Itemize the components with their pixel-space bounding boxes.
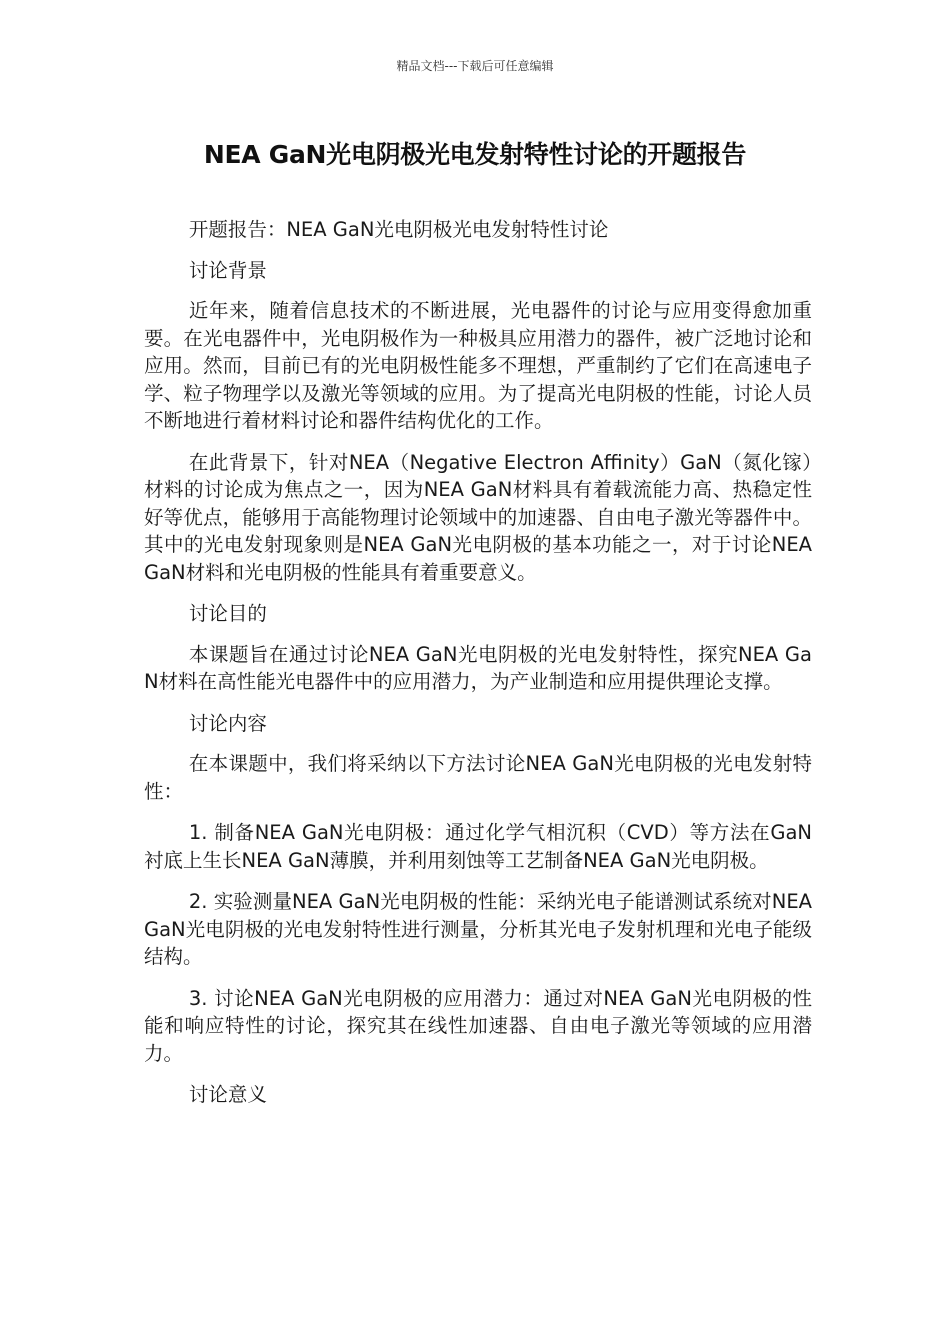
content-intro-paragraph: 在本课题中，我们将采纳以下方法讨论NEA GaN光电阴极的光电发射特性： bbox=[144, 752, 812, 803]
section-heading-significance: 讨论意义 bbox=[188, 1083, 267, 1106]
document-body bbox=[144, 216, 812, 1122]
section-heading-background: 讨论背景 bbox=[188, 258, 267, 282]
background-paragraph-2: 在此背景下，针对NEA（Negative Electron Affinity）GaN（氮化镓）材料的讨论成为焦点之一，因为NEA GaN材料具有着载流能力高、热稳定性好等优点，能够用于高能物理讨论领域中的加速器、自由电子激光等器件中。其中的光电发射现象则是NEA GaN光电阴极的基本功能之一，对于讨论NEA GaN材料和光电阴极的性能具有着重要意义。 bbox=[144, 450, 812, 584]
page-header: 精品文档---下载后可任意编辑 bbox=[396, 59, 554, 73]
background-paragraph-1: 近年来，随着信息技术的不断进展，光电器件的讨论与应用变得愈加重要。在光电器件中，光电阴极作为一种极具应用潜力的器件，被广泛地讨论和应用。然而，目前已有的光电阴极性能多不理想，严重制约了它们在高速电子学、粒子物理学以及激光等领域的应用。为了提高光电阴极的性能，讨论人员不断地进行着材料讨论和器件结构优化的工作。 bbox=[144, 299, 812, 432]
content-list-item-2: 2. 实验测量NEA GaN光电阴极的性能：采纳光电子能谱测试系统对NEA GaN光电阴极的光电发射特性进行测量，分析其光电子发射机理和光电子能级结构。 bbox=[144, 890, 812, 968]
section-heading-purpose: 讨论目的 bbox=[188, 602, 267, 625]
purpose-paragraph: 本课题旨在通过讨论NEA GaN光电阴极的光电发射特性，探究NEA GaN材料在高性能光电器件中的应用潜力，为产业制造和应用提供理论支撑。 bbox=[144, 642, 812, 693]
section-heading-content: 讨论内容 bbox=[188, 711, 267, 735]
document-title: NEA GaN光电阴极光电发射特性讨论的开题报告 bbox=[203, 140, 747, 169]
content-list-item-3: 3. 讨论NEA GaN光电阴极的应用潜力：通过对NEA GaN光电阴极的性能和响应特性的讨论，探究其在线性加速器、自由电子激光等领域的应用潜力。 bbox=[144, 986, 812, 1065]
report-subtitle: 开题报告：NEA GaN光电阴极光电发射特性讨论 bbox=[188, 218, 609, 241]
content-list-item-1: 1. 制备NEA GaN光电阴极：通过化学气相沉积（CVD）等方法在GaN衬底上生长NEA GaN薄膜，并利用刻蚀等工艺制备NEA GaN光电阴极。 bbox=[144, 821, 812, 872]
